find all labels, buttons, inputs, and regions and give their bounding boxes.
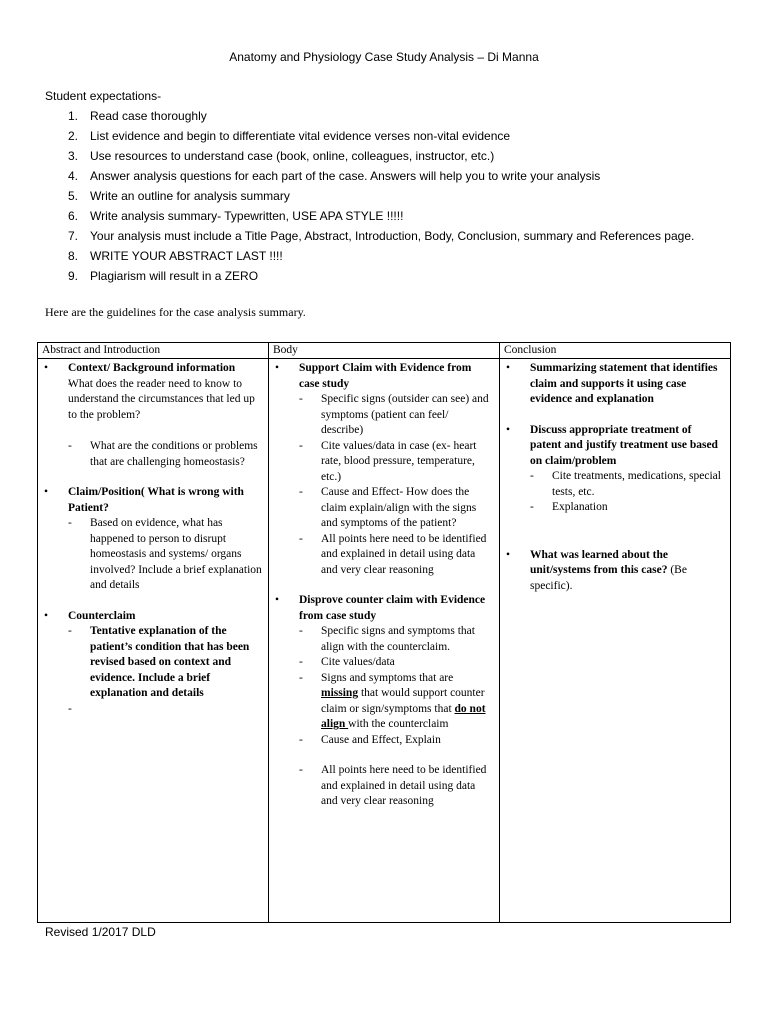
- do-not-align-emphasis: do not align: [321, 702, 486, 730]
- cell-body: [269, 359, 500, 923]
- expectation-item: 8. WRITE YOUR ABSTRACT LAST !!!!: [68, 249, 283, 263]
- cell-conclusion: [500, 359, 731, 923]
- expectations-heading: Student expectations-: [45, 89, 162, 103]
- support-detail: - Specific signs (outsider can see) and symptoms (patient can feel/ describe): [269, 392, 493, 439]
- expectation-item: 6. Write analysis summary- Typewritten, USE APA STYLE !!!!!: [68, 209, 404, 223]
- expectation-item: 5. Write an outline for analysis summary: [68, 189, 290, 203]
- missing-emphasis: missing: [321, 687, 359, 699]
- treatment-bullet: • Discuss appropriate treatment of patent and justify treatment use based on claim/problem: [500, 423, 724, 470]
- revision-footer: Revised 1/2017 DLD: [45, 925, 156, 939]
- empty-dash-item: [38, 702, 262, 718]
- cell-abstract-intro: [38, 359, 269, 923]
- context-question-1: - What does the reader need to know to understand the circumstances that led up to the problem?: [38, 377, 262, 424]
- expectation-item: 7. Your analysis must include a Title Page, Abstract, Introduction, Body, Conclusion, summary and References page.: [68, 229, 695, 243]
- expectation-item: 1. Read case thoroughly: [68, 109, 207, 123]
- disprove-detail: - Cite values/data: [269, 655, 493, 671]
- counterclaim-bullet: • Counterclaim: [38, 609, 262, 625]
- expectations-list: [68, 106, 694, 286]
- support-detail: - All points here need to be identified and explained in detail using data and very clear reasoning: [269, 532, 493, 579]
- disprove-counterclaim-bullet: • Disprove counter claim with Evidence from case study: [269, 593, 493, 624]
- expectation-item: 4. Answer analysis questions for each part of the case. Answers will help you to write your analysis: [68, 169, 601, 183]
- expectation-item: 9. Plagiarism will result in a ZERO: [68, 269, 259, 283]
- learned-bullet: • What was learned about the unit/systems from this case? (Be specific).: [500, 548, 724, 595]
- support-detail: - Cause and Effect- How does the claim explain/align with the signs and symptoms of the patient?: [269, 485, 493, 532]
- disprove-detail: - All points here need to be identified and explained in detail using data and very clear reasoning: [269, 763, 493, 810]
- expectation-item: 3. Use resources to understand case (book, online, colleagues, instructor, etc.): [68, 149, 495, 163]
- document-title: Anatomy and Physiology Case Study Analysis – Di Manna: [229, 50, 539, 64]
- header-abstract-intro: Abstract and Introduction: [38, 343, 269, 359]
- context-bullet: • Context/ Background information: [38, 361, 262, 377]
- table-content-row: [38, 359, 731, 923]
- disprove-detail-missing: - Signs and symptoms that are missing that would support counter claim or sign/symptoms that do not align with the counterclaim: [269, 671, 493, 733]
- treatment-detail: - Explanation: [500, 500, 724, 516]
- guidelines-table: [37, 342, 731, 923]
- treatment-detail: - Cite treatments, medications, special tests, etc.: [500, 469, 724, 500]
- expectation-item: 2. List evidence and begin to differentiate vital evidence verses non-vital evidence: [68, 129, 511, 143]
- summary-bullet: • Summarizing statement that identifies claim and supports it using case evidence and explanation: [500, 361, 724, 408]
- disprove-detail: - Cause and Effect, Explain: [269, 733, 493, 749]
- context-question-2: - What are the conditions or problems that are challenging homeostasis?: [38, 439, 262, 470]
- support-claim-bullet: • Support Claim with Evidence from case study: [269, 361, 493, 392]
- claim-bullet: • Claim/Position( What is wrong with Patient?: [38, 485, 262, 516]
- support-detail: - Cite values/data in case (ex- heart rate, blood pressure, temperature, etc.): [269, 439, 493, 486]
- header-body: Body: [269, 343, 500, 359]
- disprove-detail: - Specific signs and symptoms that align with the counterclaim.: [269, 624, 493, 655]
- counterclaim-detail: - Tentative explanation of the patient’s condition that has been revised based on context and evidence. Include a brief explanation and details: [38, 624, 262, 702]
- guidelines-intro: Here are the guidelines for the case analysis summary.: [45, 305, 306, 319]
- table-header-row: [38, 343, 731, 359]
- header-conclusion: Conclusion: [500, 343, 731, 359]
- claim-detail: - Based on evidence, what has happened to person to disrupt homeostasis and systems/ organs involved? Include a brief explanation and details: [38, 516, 262, 594]
